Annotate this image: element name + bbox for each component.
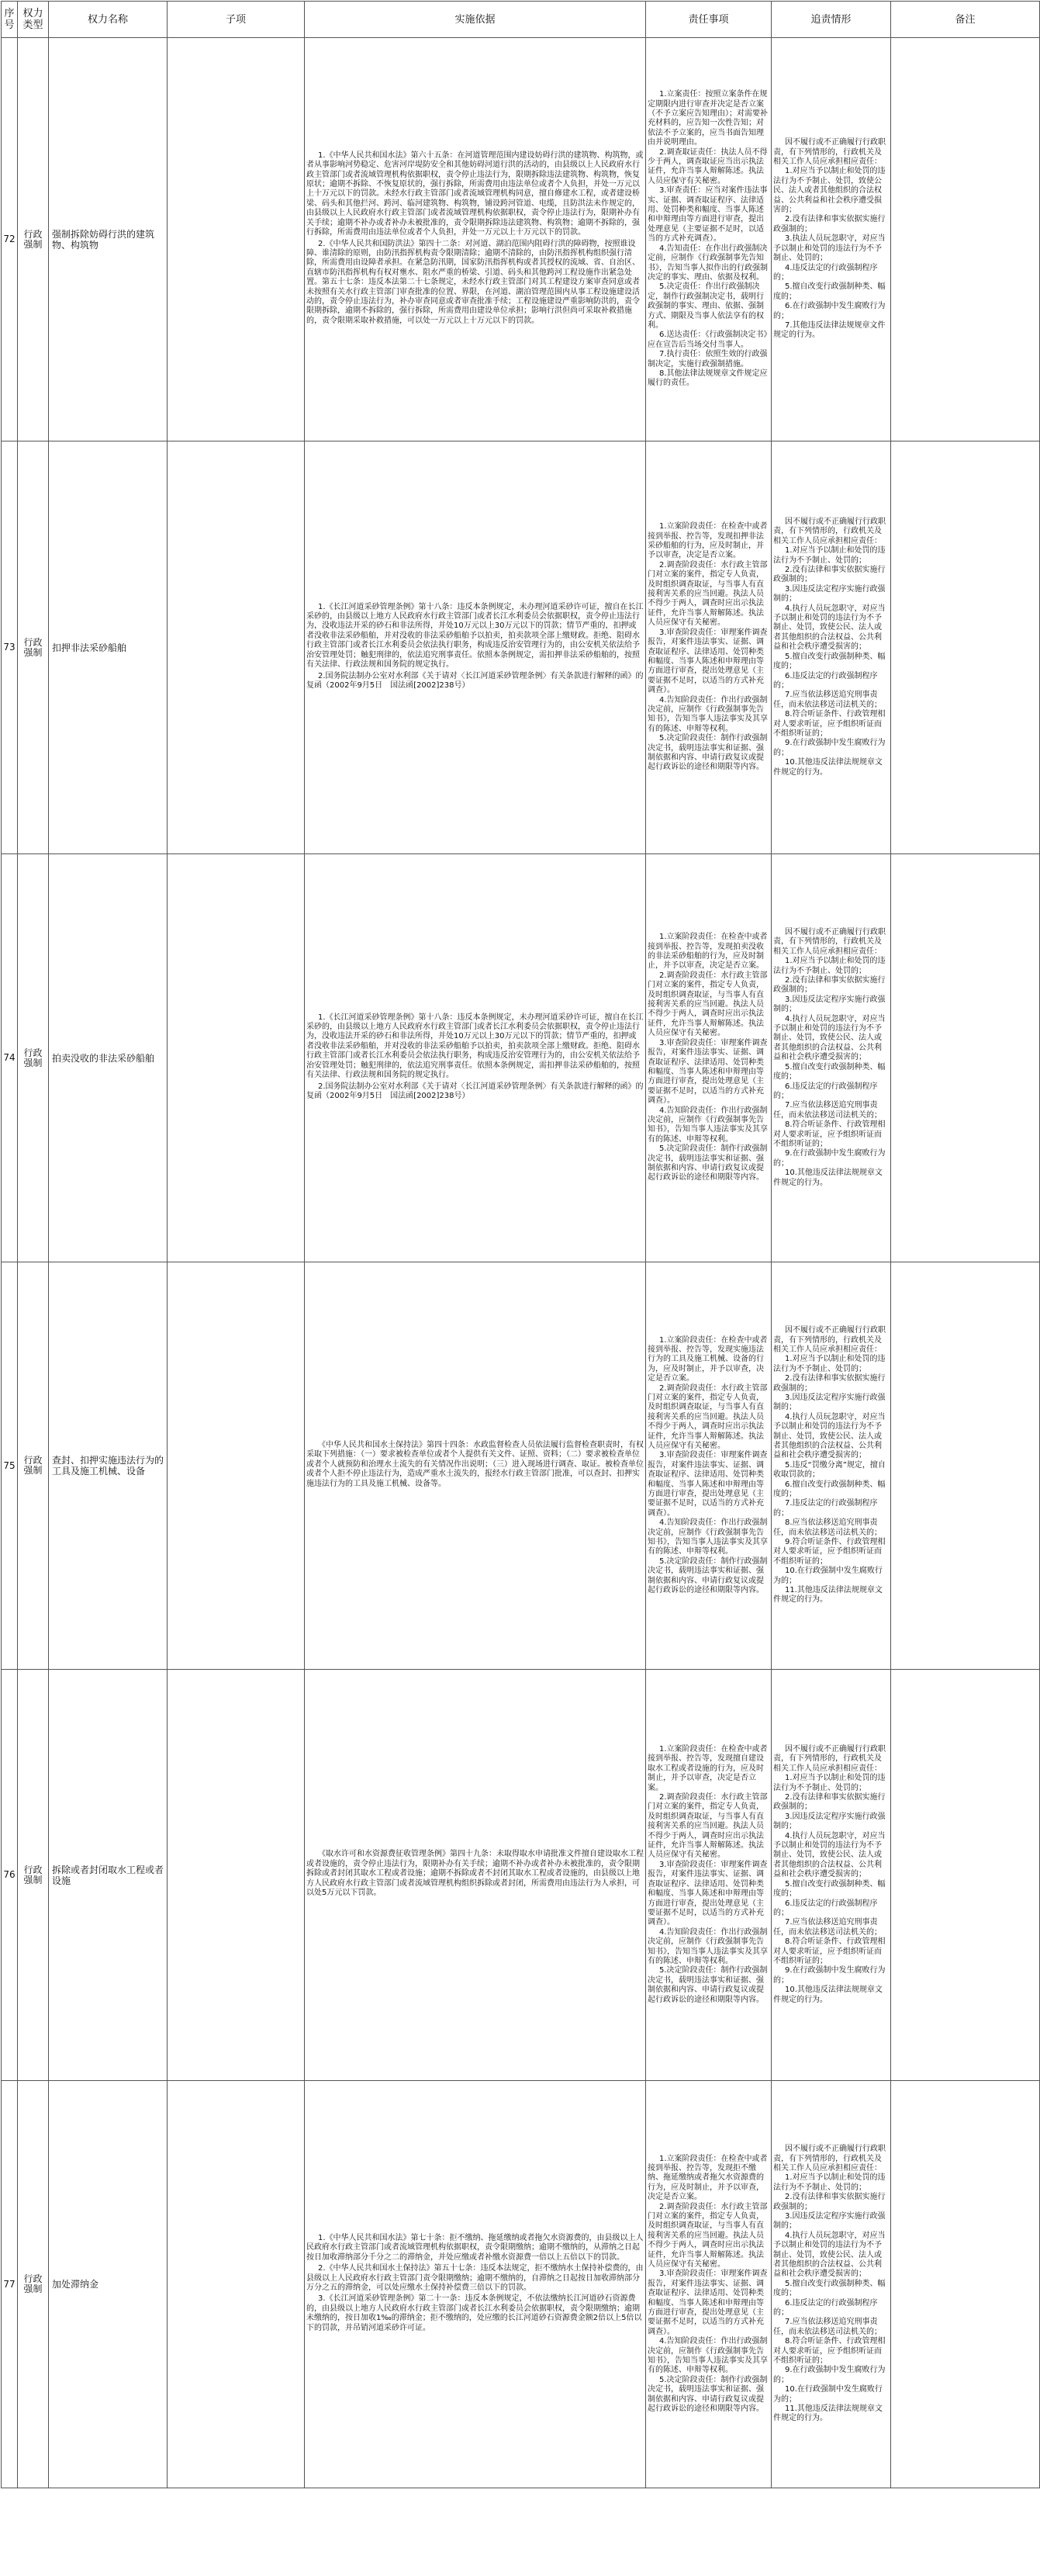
- responsibility-items: [646, 854, 772, 1262]
- accountability-cases: [772, 1262, 891, 1670]
- table-row: [2, 854, 1040, 1262]
- responsibility-items-paragraph: 1.立案责任：按照立案条件在规定期限内进行审查并决定是否立案（不予立案应告知理由）；对需要补充材料的，应告知一次性告知；对依法不予立案的，应当书面告知理由并说明理由。: [648, 90, 768, 147]
- accountability-cases-paragraph: 1.对应当予以制止和处罚的违法行为不予制止、处罚的；: [773, 2173, 886, 2192]
- responsibility-items-paragraph: 4.告知阶段责任：作出行政强制决定前，应制作《行政强制事先告知书》，告知当事人违法事实及其享有的陈述、申辩等权利。: [648, 1518, 768, 1556]
- accountability-cases-paragraph: 2.没有法律和事实依据实施行政强制的；: [773, 215, 886, 234]
- responsibility-items: [646, 38, 772, 441]
- responsibility-items-paragraph: 3.审查阶段责任：审理案件调查报告，对案件违法事实、证据、调查取证程序、法律适用、处罚种类和幅度、当事人陈述和申辩理由等方面进行审查，提出处理意见（主要证据不足时，以适当的方式补充调查）。: [648, 2270, 768, 2336]
- implementation-basis-paragraph: 1.《中华人民共和国水法》第六十五条：在河道管理范围内建设妨碍行洪的建筑物、构筑物，或者从事影响河势稳定、危害河岸堤防安全和其他妨碍河道行洪的活动的，由县级以上人民政府水行政主管部门或者流域管理机构依据职权，责令停止违法行为，限期拆除违法建筑物、构筑物，恢复原状；逾期不拆除、不恢复原状的，强行拆除，所需费用由违法单位或者个人负担，并处一万元以上十万元以下的罚款。未经水行政主管部门或者流域管理机构同意，擅自修建水工程，或者建设桥梁、码头和其他拦河、跨河、临河建筑物、构筑物，铺设跨河管道、电缆，且防洪法未作规定的，由县级以上人民政府水行政主管部门或者流域管理机构依据职权，责令停止违法行为，限期补办有关手续；逾期不补办或者补办未被批准的，责令限期拆除违法建筑物、构筑物；逾期不拆除的，强行拆除，所需费用由违法单位或者个人负担，并处一万元以上十万元以下的罚款。: [306, 151, 644, 237]
- responsibility-items-paragraph: 3.审查阶段责任：审理案件调查报告，对案件违法事实、证据、调查取证程序、法律适用、处罚种类和幅度、当事人陈述和申辩理由等方面进行审查，提出处理意见（主要证据不足时，以适当的方式补充调查）。: [648, 1451, 768, 1518]
- sub-item: [168, 2081, 305, 2488]
- accountability-cases-paragraph: 10.其他违反法律法规规章文件规定的行为。: [773, 758, 883, 777]
- power-type: 行政强制: [18, 1262, 49, 1670]
- accountability-cases-paragraph: 因不履行或不正确履行行政职责，有下列情形的，行政机关及相关工作人员应承担相应责任：: [773, 2145, 886, 2173]
- responsibility-items-paragraph: 5.决定责任：作出行政强制决定，制作行政强制决定书，载明行政强制的事实、理由、依据、强制方式、期限及当事人依法享有的权利。: [648, 282, 764, 330]
- responsibility-items-paragraph: 5.决定阶段责任：制作行政强制决定书，载明违法事实和证据、强制依据和内容、申请行政复议或提起行政诉讼的途径和期限等内容。: [648, 1144, 768, 1182]
- accountability-cases-paragraph: 6.擅自改变行政强制种类、幅度的；: [773, 1480, 886, 1499]
- table-row: [2, 38, 1040, 441]
- header-type: 权力类型: [18, 2, 49, 38]
- accountability-cases-paragraph: 6.在行政强制中发生腐败行为的；: [773, 302, 886, 320]
- responsibility-items: [646, 1670, 772, 2081]
- accountability-cases-paragraph: 6.违反法定的行政强制程序的；: [773, 1082, 878, 1100]
- accountability-cases-paragraph: 3.执法人员玩忽职守，对应当予以制止和处罚的违法行为不予制止、处罚的；: [773, 234, 886, 263]
- accountability-cases-paragraph: 3.因违反法定程序实施行政强制的；: [773, 2211, 886, 2231]
- responsibility-items-paragraph: 1.立案阶段责任：在检查中或者接到举报、控告等，发现擅自建设取水工程或者设施的行为，应及时制止，并予以审查，决定是否立案。: [648, 1745, 768, 1792]
- implementation-basis: [305, 441, 646, 854]
- accountability-cases-paragraph: 4.执行人员玩忽职守，对应当予以制止和处罚的违法行为不予制止、处罚，致使公民、法人或者其他组织的合法权益、公共利益和社会秩序遭受损害的；: [773, 1831, 886, 1879]
- responsibility-items-paragraph: 2.调查阶段责任：水行政主管部门对立案的案件，指定专人负责，及时组织调查取证，与当事人有直接利害关系的应当回避。执法人员不得少于两人，调查时应出示执法证件，允许当事人辩解陈述。执法人员应保守有关秘密。: [648, 2202, 768, 2269]
- accountability-cases-paragraph: 8.符合听证条件、行政管理相对人要求听证，应予组织听证而不组织听证的；: [773, 1120, 886, 1148]
- header-row: [2, 2, 1040, 38]
- accountability-cases-paragraph: 6.违反法定的行政强制程序的；: [773, 2298, 878, 2318]
- implementation-basis-paragraph: 《取水许可和水资源费征收管理条例》第四十九条：未取得取水申请批准文件擅自建设取水工程或者设施的，责令停止违法行为，限期补办有关手续；逾期不补办或者补办未被批准的，责令限期拆除或者封闭其取水工程或者设施；逾期不拆除或者不封闭其取水工程或者设施的，由县级以上地方人民政府水行政主管部门或者流域管理机构组织拆除或者封闭，所需费用由违法行为人承担，可以处5万元以下罚款。: [306, 1850, 644, 1898]
- accountability-cases-paragraph: 1.对应当予以制止和处罚的违法行为不予制止、处罚的；: [773, 1774, 886, 1792]
- implementation-basis: [305, 854, 646, 1262]
- accountability-cases: [772, 2081, 891, 2488]
- power-type: 行政强制: [18, 854, 49, 1262]
- accountability-cases: [772, 1670, 891, 2081]
- implementation-basis-paragraph: 2.《中华人民共和国防洪法》第四十二条：对河道、湖泊范围内阻碍行洪的障碍物，按照谁设障、谁清除的原则，由防汛指挥机构责令限期清除；逾期不清除的，由防汛指挥机构组织强行清除，所需费用由设障者承担。在紧急防汛期，国家防汛指挥机构或者其授权的流域、省、自治区、直辖市防汛指挥机构有权对壅水、阻水严重的桥梁、引道、码头和其他跨河工程设施作出紧急处置。第五十七条：违反本法第二十七条规定，未经水行政主管部门对其工程建设方案审查同意或者未按照有关水行政主管部门审查批准的位置、界限，在河道、湖泊管理范围内从事工程设施建设活动的，责令停止违法行为，补办审查同意或者审查批准手续；工程设施建设严重影响防洪的，责令限期拆除，逾期不拆除的，强行拆除，所需费用由建设单位承担；影响行洪但尚可采取补救措施的，责令限期采取补救措施，可以处一万元以上十万元以下的罚款。: [306, 239, 640, 325]
- implementation-basis-paragraph: 2.《中华人民共和国水土保持法》第五十七条：违反本法规定，拒不缴纳水土保持补偿费的，由县级以上人民政府水行政主管部门责令限期缴纳；逾期不缴纳的，自滞纳之日起按日加收滞纳部分万分之五的滞纳金，可以处应缴水土保持补偿费三倍以下的罚款。: [306, 2264, 644, 2292]
- accountability-cases-paragraph: 3.因违反法定程序实施行政强制的；: [773, 1393, 886, 1412]
- accountability-cases: [772, 441, 891, 854]
- accountability-cases-paragraph: 5.擅自改变行政强制种类、幅度的；: [773, 1062, 886, 1082]
- accountability-cases: [772, 854, 891, 1262]
- responsibility-items-paragraph: 5.决定阶段责任：制作行政强制决定书，载明违法事实和证据、强制依据和内容、申请行政复议或提起行政诉讼的途径和期限等内容。: [648, 1966, 768, 2004]
- accountability-cases-paragraph: 9.在行政强制中发生腐败行为的；: [773, 1149, 886, 1168]
- power-name: 拍卖没收的非法采砂船舶: [49, 854, 168, 1262]
- accountability-cases-paragraph: 2.没有法律和事实依据实施行政强制的；: [773, 976, 886, 995]
- sub-item: [168, 1670, 305, 2081]
- sub-item: [168, 441, 305, 854]
- accountability-cases-paragraph: 7.应当依法移送追究刑事责任，而未依法移送司法机关的；: [773, 2318, 882, 2336]
- accountability-cases-paragraph: 10.其他违反法律法规规章文件规定的行为。: [773, 1986, 883, 2004]
- power-type: 行政强制: [18, 38, 49, 441]
- accountability-cases-paragraph: 6.违反法定的行政强制程序的；: [773, 671, 878, 690]
- remarks: [891, 854, 1040, 1262]
- accountability-cases-paragraph: 7.其他违反法律法规规章文件规定的行为。: [773, 320, 886, 340]
- responsibility-items-paragraph: 2.调查阶段责任：水行政主管部门对立案的案件，指定专人负责，及时组织调查取证，与当事人有直接利害关系的应当回避。执法人员不得少于两人，调查时应出示执法证件，允许当事人辩解陈述。执法人员应保守有关秘密。: [648, 1383, 768, 1450]
- remarks: [891, 1262, 1040, 1670]
- implementation-basis-paragraph: 1.《中华人民共和国水法》第七十条：拒不缴纳、拖延缴纳或者拖欠水资源费的，由县级以上人民政府水行政主管部门或者流域管理机构依据职权，责令限期缴纳；逾期不缴纳的，从滞纳之日起按日加收滞纳部分千分之二的滞纳金，并处应缴或者补缴水资源费一倍以上五倍以下的罚款。: [306, 2233, 644, 2262]
- header-resp: 责任事项: [646, 2, 772, 38]
- remarks: [891, 441, 1040, 854]
- responsibility-items-paragraph: 1.立案阶段责任：在检查中或者接到举报、控告等，发现拍卖没收的非法采砂船舶的行为，应及时制止，并予以审查，决定是否立案。: [648, 933, 768, 971]
- accountability-cases-paragraph: 6.违反法定的行政强制程序的；: [773, 1899, 878, 1917]
- implementation-basis-paragraph: 1.《长江河道采砂管理条例》第十八条：违反本条例规定，未办理河道采砂许可证，擅自在长江采砂的，由县级以上地方人民政府水行政主管部门或者长江水利委员会依据职权，责令停止违法行为，没收违法开采的砂石和非法所得，并处10万元以上30万元以下的罚款；情节严重的，扣押或者没收非法采砂船舶，并对没收的非法采砂船舶予以拍卖，拍卖款项全部上缴财政。拒绝、阻碍水行政主管部门或者长江水利委员会依法执行职务，构成违反治安管理行为的，由公安机关依法给予治安管理处罚；触犯刑律的，依法追究刑事责任。依照本条例规定，需扣押非法采砂船舶的，按照有关法律、行政法规和国务院的规定执行。: [306, 602, 644, 670]
- implementation-basis-paragraph: 3.《长江河道采砂管理条例》第二十一条：违反本条例规定，不依法缴纳长江河道砂石资源费的，由县级以上地方人民政府水行政主管部门或者长江水利委员会依据职权，责令限期缴纳；逾期未缴纳的，按日加收1‰的滞纳金；拒不缴纳的，处应缴的长江河道砂石资源费金额2倍以上5倍以下的罚款，并吊销河道采砂许可证。: [306, 2294, 642, 2332]
- power-name: 查封、扣押实施违法行为的工具及施工机械、设备: [49, 1262, 168, 1670]
- accountability-cases-paragraph: 4.执行人员玩忽职守，对应当予以制止和处罚的违法行为不予制止、处罚，致使公民、法人或者其他组织的合法权益、公共利益和社会秩序遭受损害的；: [773, 1014, 886, 1062]
- responsibility-items-paragraph: 2.调查取证责任：执法人员不得少于两人，调查取证应当出示执法证件，允许当事人辩解陈述。执法人员应保守有关秘密。: [648, 147, 768, 185]
- accountability-cases-paragraph: 2.没有法律和事实依据实施行政强制的；: [773, 1793, 886, 1812]
- power-name: 扣押非法采砂船舶: [49, 441, 168, 854]
- accountability-cases-paragraph: 11.其他违反法律法规规章文件规定的行为。: [773, 2405, 883, 2423]
- accountability-cases-paragraph: 因不履行或不正确履行行政职责，有下列情形的，行政机关及相关工作人员应承担相应责任：: [773, 518, 886, 545]
- responsibility-items-paragraph: 2.调查阶段责任：水行政主管部门对立案的案件，指定专人负责，及时组织调查取证，与当事人有直接利害关系的应当回避。执法人员不得少于两人，调查时应出示执法证件，允许当事人辩解陈述。执法人员应保守有关秘密。: [648, 971, 768, 1038]
- implementation-basis-paragraph: 2.国务院法制办公室对水利部《关于请对〈长江河道采砂管理条例〉有关条款进行解释的函》的复函（2002年9月5日 国法函[2002]238号）: [306, 671, 644, 690]
- responsibility-items-paragraph: 3.审查阶段责任：审理案件调查报告，对案件违法事实、证据、调查取证程序、法律适用、处罚种类和幅度、当事人陈述和申辩理由等方面进行审查，提出处理意见（主要证据不足时，以适当的方式补充调查）。: [648, 1038, 768, 1106]
- accountability-cases-paragraph: 8.符合听证条件、行政管理相对人要求听证，应予组织听证而不组织听证的；: [773, 1937, 886, 1965]
- row-number: 76: [2, 1670, 18, 2081]
- header-liab: 追责情形: [772, 2, 891, 38]
- accountability-cases-paragraph: 3.因违反法定程序实施行政强制的；: [773, 1812, 886, 1831]
- accountability-cases-paragraph: 2.没有法律和事实依据实施行政强制的；: [773, 1374, 886, 1393]
- table-row: [2, 1262, 1040, 1670]
- implementation-basis: [305, 38, 646, 441]
- accountability-cases-paragraph: 9.在行政强制中发生腐败行为的；: [773, 739, 886, 757]
- responsibility-items-paragraph: 2.调查阶段责任：水行政主管部门对立案的案件，指定专人负责，及时组织调查取证，与当事人有直接利害关系的应当回避。执法人员不得少于两人，调查时应出示执法证件，允许当事人辩解陈述。执法人员应保守有关秘密。: [648, 560, 768, 628]
- accountability-cases-paragraph: 1.对应当予以制止和处罚的违法行为不予制止、处罚的；: [773, 546, 886, 565]
- accountability-cases-paragraph: 11.其他违反法律法规规章文件规定的行为。: [773, 1586, 883, 1605]
- accountability-cases-paragraph: 10.在行政强制中发生腐败行为的；: [773, 2385, 883, 2404]
- accountability-cases-paragraph: 10.在行政强制中发生腐败行为的；: [773, 1567, 883, 1585]
- header-no: 序号: [2, 2, 18, 38]
- responsibility-items-paragraph: 5.决定阶段责任：制作行政强制决定书，载明违法事实和证据、强制依据和内容、申请行政复议或提起行政诉讼的途径和期限等内容。: [648, 734, 768, 772]
- responsibility-items: [646, 441, 772, 854]
- accountability-cases-paragraph: 因不履行或不正确履行行政职责，有下列情形的，行政机关及相关工作人员应承担相应责任：: [773, 138, 886, 167]
- accountability-cases-paragraph: 1.对应当予以制止和处罚的违法行为不予制止、处罚的；: [773, 1355, 886, 1373]
- header-item: 子项: [168, 2, 305, 38]
- power-list-table: [1, 1, 1040, 2488]
- accountability-cases-paragraph: 10.其他违反法律法规规章文件规定的行为。: [773, 1169, 883, 1187]
- sub-item: [168, 1262, 305, 1670]
- accountability-cases-paragraph: 4.违反法定的行政强制程序的；: [773, 263, 878, 282]
- accountability-cases-paragraph: 8.符合听证条件、行政管理相对人要求听证，应予组织听证而不组织听证的；: [773, 2337, 886, 2366]
- accountability-cases-paragraph: 5.擅自改变行政强制种类、幅度的；: [773, 652, 886, 671]
- accountability-cases-paragraph: 4.执行人员玩忽职守，对应当予以制止和处罚的违法行为不予制止、处罚，致使公民、法人或者其他组织的合法权益、公共利益和社会秩序遭受损害的；: [773, 604, 886, 652]
- remarks: [891, 38, 1040, 441]
- accountability-cases: [772, 38, 891, 441]
- row-number: 72: [2, 38, 18, 441]
- header-name: 权力名称: [49, 2, 168, 38]
- responsibility-items-paragraph: 5.决定阶段责任：制作行政强制决定书，载明违法事实和证据、强制依据和内容、申请行政复议或提起行政诉讼的途径和期限等内容。: [648, 1556, 768, 1595]
- row-number: 77: [2, 2081, 18, 2488]
- accountability-cases-paragraph: 5.擅自改变行政强制种类、幅度的；: [773, 282, 886, 301]
- sub-item: [168, 854, 305, 1262]
- responsibility-items-paragraph: 7.执行责任：依照生效的行政强制决定，实施行政强制措施。: [648, 350, 768, 369]
- responsibility-items-paragraph: 3.审查阶段责任：审理案件调查报告，对案件违法事实、证据、调查取证程序、法律适用、处罚种类和幅度、当事人陈述和申辩理由等方面进行审查，提出处理意见（主要证据不足时，以适当的方式补充调查）。: [648, 628, 768, 695]
- responsibility-items-paragraph: 2.调查阶段责任：水行政主管部门对立案的案件，指定专人负责，及时组织调查取证，与当事人有直接利害关系的应当回避。执法人员不得少于两人，调查时应出示执法证件，允许当事人辩解陈述。执法人员应保守有关秘密。: [648, 1793, 768, 1860]
- row-number: 74: [2, 854, 18, 1262]
- responsibility-items-paragraph: 4.告知阶段责任：作出行政强制决定前，应制作《行政强制事先告知书》，告知当事人违法事实及其享有的陈述、申辩等权利。: [648, 2337, 768, 2375]
- responsibility-items-paragraph: 4.告知阶段责任：作出行政强制决定前，应制作《行政强制事先告知书》，告知当事人违法事实及其享有的陈述、申辩等权利。: [648, 1106, 768, 1144]
- responsibility-items-paragraph: 1.立案阶段责任：在检查中或者接到举报、控告等，发现实施违法行为的工具及施工机械、设备的行为，应及时制止，并予以审查，决定是否立案。: [648, 1335, 768, 1383]
- sub-item: [168, 38, 305, 441]
- implementation-basis: [305, 2081, 646, 2488]
- row-number: 73: [2, 441, 18, 854]
- accountability-cases-paragraph: 4.执行人员玩忽职守，对应当予以制止和处罚的违法行为不予制止、处罚，致使公民、法人或者其他组织的合法权益、公共利益和社会秩序遭受损害的；: [773, 2231, 886, 2279]
- power-type: 行政强制: [18, 2081, 49, 2488]
- remarks: [891, 1670, 1040, 2081]
- table-row: [2, 441, 1040, 854]
- accountability-cases-paragraph: 7.违反法定的行政强制程序的；: [773, 1499, 878, 1518]
- responsibility-items-paragraph: 3.审查责任：应当对案件违法事实、证据、调查取证程序、法律适用、处罚种类和幅度、当事人陈述和申辩理由等方面进行审查，提出处理意见（主要证据不足时，以适当的方式补充调查）。: [648, 186, 768, 244]
- power-type: 行政强制: [18, 1670, 49, 2081]
- header-basis: 实施依据: [305, 2, 646, 38]
- accountability-cases-paragraph: 5.擅自改变行政强制种类、幅度的；: [773, 1879, 886, 1899]
- implementation-basis-paragraph: 1.《长江河道采砂管理条例》第十八条：违反本条例规定，未办理河道采砂许可证，擅自在长江采砂的，由县级以上地方人民政府水行政主管部门或者长江水利委员会依据职权，责令停止违法行为，没收违法开采的砂石和非法所得，并处10万元以上30万元以下的罚款；情节严重的，扣押或者没收非法采砂船舶，并对没收的非法采砂船舶予以拍卖，拍卖款项全部上缴财政。拒绝、阻碍水行政主管部门或者长江水利委员会依法执行职务，构成违反治安管理行为的，由公安机关依法给予治安管理处罚；触犯刑律的，依法追究刑事责任。依照本条例规定，需扣押非法采砂船舶的，按照有关法律、行政法规和国务院的规定执行。: [306, 1013, 644, 1080]
- implementation-basis-paragraph: 2.国务院法制办公室对水利部《关于请对〈长江河道采砂管理条例〉有关条款进行解释的函》的复函（2002年9月5日 国法函[2002]238号）: [306, 1082, 644, 1100]
- implementation-basis: [305, 1670, 646, 2081]
- row-number: 75: [2, 1262, 18, 1670]
- accountability-cases-paragraph: 因不履行或不正确履行行政职责，有下列情形的，行政机关及相关工作人员应承担相应责任：: [773, 1745, 886, 1773]
- responsibility-items-paragraph: 4.告知阶段责任：作出行政强制决定前，应制作《行政强制事先告知书》，告知当事人违法事实及其享有的陈述、申辩等权利。: [648, 695, 768, 733]
- responsibility-items-paragraph: 4.告知阶段责任：作出行政强制决定前，应制作《行政强制事先告知书》，告知当事人违法事实及其享有的陈述、申辩等权利。: [648, 1927, 768, 1965]
- responsibility-items: [646, 2081, 772, 2488]
- remarks: [891, 2081, 1040, 2488]
- accountability-cases-paragraph: 1.对应当予以制止和处罚的违法行为不予制止、处罚，致使公民、法人或者其他组织的合法权益、公共利益和社会秩序遭受损害的；: [773, 167, 886, 215]
- responsibility-items-paragraph: 4.告知责任：在作出行政强制决定前，应制作《行政强制事先告知书》，告知当事人拟作出的行政强制决定的事实、理由、依据及权利。: [648, 244, 768, 282]
- accountability-cases-paragraph: 7.应当依法移送追究刑事责任，而未依法移送司法机关的；: [773, 1101, 882, 1120]
- header-note: 备注: [891, 2, 1040, 38]
- responsibility-items-paragraph: 1.立案阶段责任：在检查中或者接到举报、控告等，发现扣押非法采砂船舶的行为，应及时制止，并予以审查，决定是否立案。: [648, 522, 768, 560]
- responsibility-items-paragraph: 3.审查阶段责任：审理案件调查报告，对案件违法事实、证据、调查取证程序、法律适用、处罚种类和幅度、当事人陈述和申辩理由等方面进行审查，提出处理意见（主要证据不足时，以适当的方式补充调查）。: [648, 1860, 768, 1927]
- accountability-cases-paragraph: 1.对应当予以制止和处罚的违法行为不予制止、处罚的；: [773, 957, 886, 975]
- accountability-cases-paragraph: 9.符合听证条件、行政管理相对人要求听证，应予组织听证而不组织听证的；: [773, 1538, 886, 1566]
- table-row: [2, 1670, 1040, 2081]
- accountability-cases-paragraph: 2.没有法律和事实依据实施行政强制的；: [773, 2193, 886, 2211]
- implementation-basis-paragraph: 《中华人民共和国水土保持法》第四十四条：水政监督检查人员依法履行监督检查职责时，有权采取下列措施：（一）要求被检查单位或者个人提供有关文件、证照、资料；（二）要求被检查单位或者个人就预防和治理水土流失的有关情况作出说明；（三）进入现场进行调查、取证。被检查单位或者个人拒不停止违法行为，造成严重水土流失的，报经水行政主管部门批准，可以查封、扣押实施违法行为的工具及施工机械、设备等。: [306, 1440, 644, 1488]
- accountability-cases-paragraph: 8.符合听证条件、行政管理相对人要求听证，应予组织听证而不组织听证的；: [773, 710, 886, 738]
- accountability-cases-paragraph: 5.擅自改变行政强制种类、幅度的；: [773, 2279, 886, 2298]
- accountability-cases-paragraph: 5.违反“罚缴分离”规定，擅自收取罚款的；: [773, 1460, 886, 1480]
- accountability-cases-paragraph: 9.在行政强制中发生腐败行为的；: [773, 1966, 886, 1985]
- responsibility-items-paragraph: 8.其他法律法规规章文件规定应履行的责任。: [648, 369, 768, 388]
- power-name: 加处滞纳金: [49, 2081, 168, 2488]
- accountability-cases-paragraph: 7.应当依法移送追究刑事责任，而未依法移送司法机关的；: [773, 691, 882, 709]
- responsibility-items-paragraph: 6.送达责任：《行政强制决定书》应在宣告后当场交付当事人。: [648, 331, 768, 349]
- table-row: [2, 2081, 1040, 2488]
- implementation-basis: [305, 1262, 646, 1670]
- accountability-cases-paragraph: 8.应当依法移送追究刑事责任，而未依法移送司法机关的；: [773, 1518, 882, 1537]
- accountability-cases-paragraph: 3.因违反法定程序实施行政强制的；: [773, 584, 886, 604]
- power-type: 行政强制: [18, 441, 49, 854]
- accountability-cases-paragraph: 4.执行人员玩忽职守，对应当予以制止和处罚的违法行为不予制止、处罚，致使公民、法人或者其他组织的合法权益、公共利益和社会秩序遭受损害的；: [773, 1412, 886, 1460]
- power-name: 拆除或者封闭取水工程或者设施: [49, 1670, 168, 2081]
- accountability-cases-paragraph: 7.应当依法移送追究刑事责任，而未依法移送司法机关的；: [773, 1918, 882, 1937]
- responsibility-items-paragraph: 1.立案阶段责任：在检查中或者接到举报、控告等，发现拒不缴纳、拖延缴纳或者拖欠水资源费的行为，应及时制止，并予以审查，决定是否立案。: [648, 2154, 768, 2202]
- accountability-cases-paragraph: 9.在行政强制中发生腐败行为的；: [773, 2366, 886, 2384]
- accountability-cases-paragraph: 因不履行或不正确履行行政职责，有下列情形的，行政机关及相关工作人员应承担相应责任：: [773, 1326, 886, 1354]
- accountability-cases-paragraph: 3.因违反法定程序实施行政强制的；: [773, 995, 886, 1014]
- responsibility-items-paragraph: 5.决定阶段责任：制作行政强制决定书，载明违法事实和证据、强制依据和内容、申请行政复议或提起行政诉讼的途径和期限等内容。: [648, 2375, 768, 2414]
- responsibility-items: [646, 1262, 772, 1670]
- accountability-cases-paragraph: 因不履行或不正确履行行政职责，有下列情形的，行政机关及相关工作人员应承担相应责任：: [773, 928, 886, 956]
- accountability-cases-paragraph: 2.没有法律和事实依据实施行政强制的；: [773, 566, 886, 584]
- power-name: 强制拆除妨碍行洪的建筑物、构筑物: [49, 38, 168, 441]
